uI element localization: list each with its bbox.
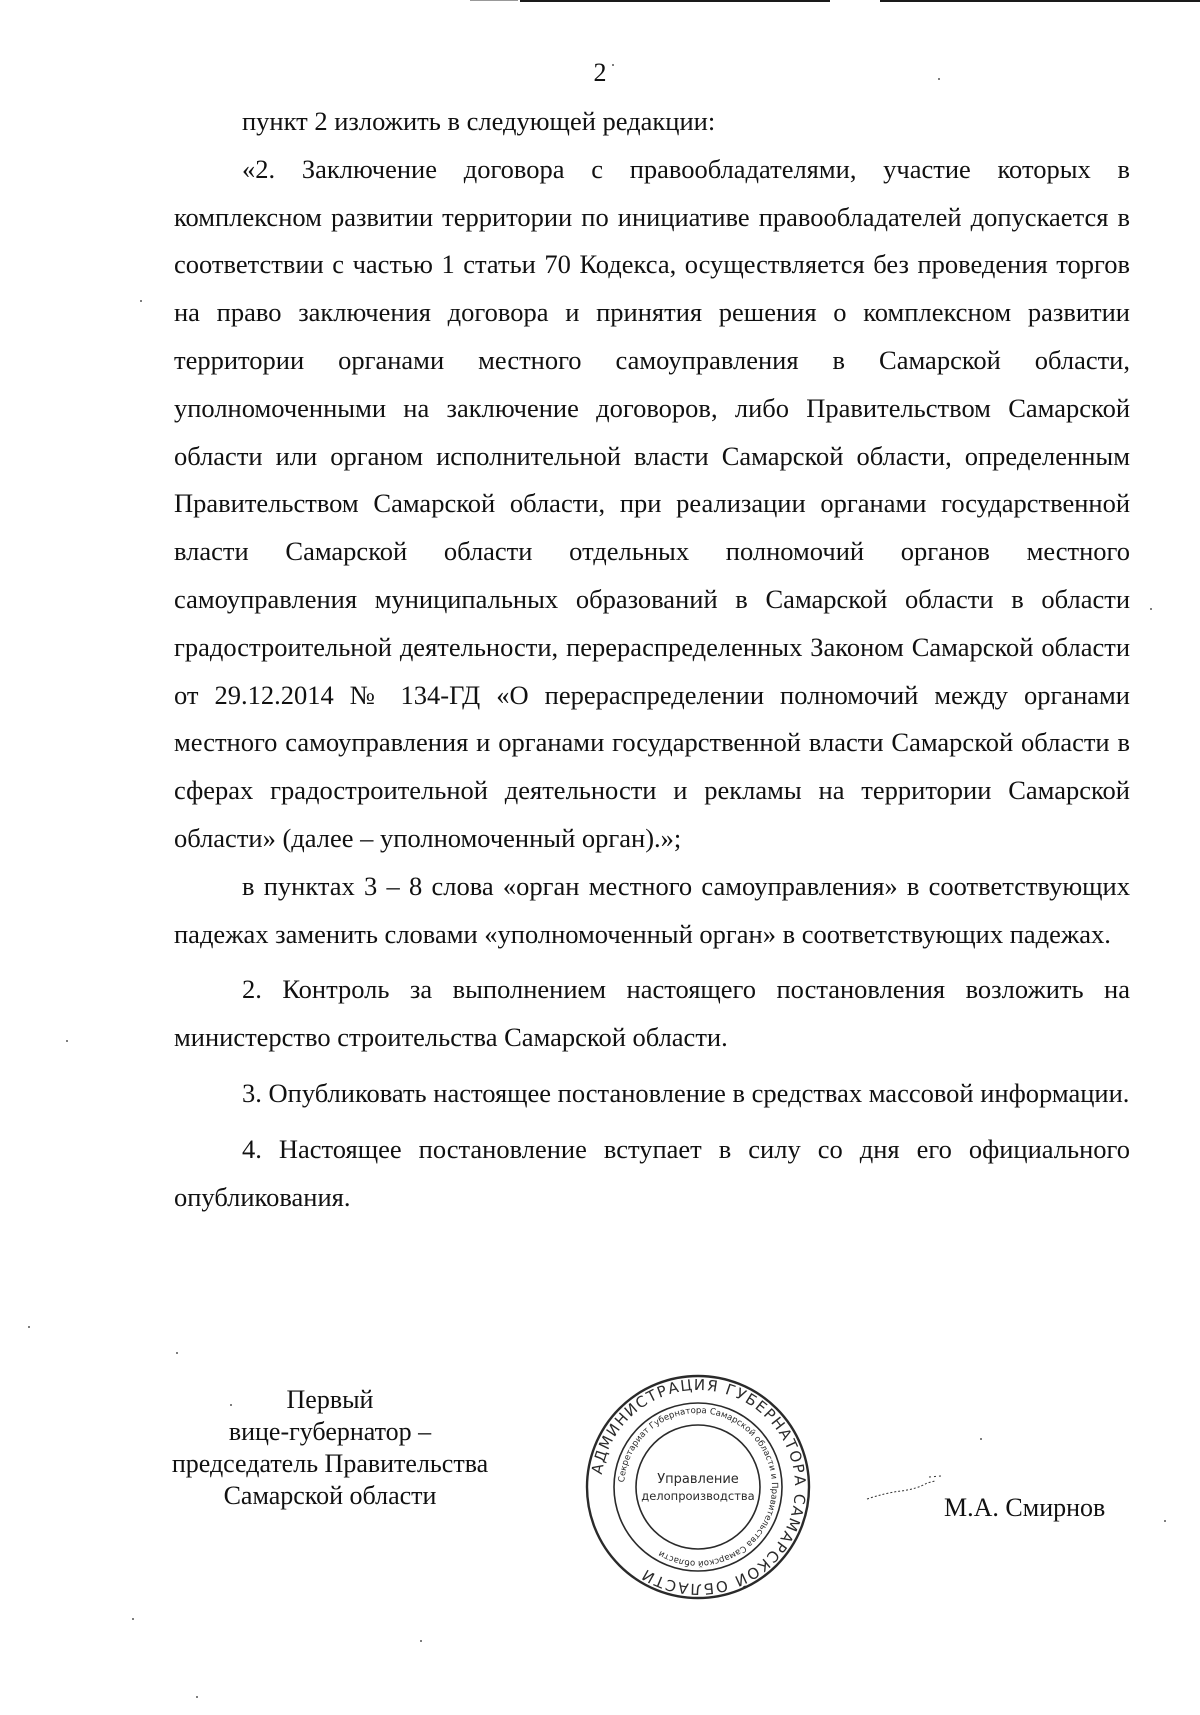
official-stamp xyxy=(583,1372,813,1602)
signatory-position-line: вице-губернатор – xyxy=(228,1417,432,1446)
scan-speck xyxy=(230,1404,232,1406)
paragraph: «2. Заключение договора с правообладателями, участие которых в комплексном развитии территории по инициативе правообладателей допускается в соответствии с частью 1 статьи 70 Кодекса, осуществляется без проведения торгов на право заключения договора и принятия решения о комплексном развитии территории органами местного самоуправления в Самарской области, уполномоченными на заключение договоров, либо Правительством Самарской области или органом исполнительной власти Самарской области, определенным Правительством Самарской области, при реализации органами государственной власти Самарской области отдельных полномочий органов местного самоуправления муниципальных образований в Самарской области в области градостроительной деятельности, перераспределенных Законом Самарской области от 29.12.2014 № 134-ГД «О перераспределении полномочий между органами местного самоуправления и органами государственной власти Самарской области в сферах градостроительной деятельности и рекламы на территории Самарской области» (далее – уполномоченный орган).»; xyxy=(174,153,1130,853)
signature-mark xyxy=(865,1475,945,1505)
scan-speck xyxy=(1164,1520,1166,1522)
signatory-position xyxy=(130,1384,530,1512)
scan-speck xyxy=(132,1618,134,1620)
signatory-position-line: председатель Правительства xyxy=(171,1449,489,1478)
scan-edge-line xyxy=(880,0,1200,2)
paragraph: 3. Опубликовать настоящее постановление в средствах массовой информации. xyxy=(242,1077,1130,1108)
scan-speck xyxy=(66,1040,68,1042)
document-body xyxy=(174,98,1130,1221)
paragraph: 2. Контроль за выполнением настоящего постановления возложить на министерство строительства Самарской области. xyxy=(174,974,1130,1053)
signatory-position-line: Самарской области xyxy=(223,1481,437,1510)
scan-speck xyxy=(420,1640,422,1642)
paragraph: пункт 2 изложить в следующей редакции: xyxy=(242,106,716,136)
paragraph: в пунктах 3 – 8 слова «орган местного самоуправления» в соответствующих падежах заменить словами «уполномоченный орган» в соответствующих падежах. xyxy=(174,870,1130,949)
scan-speck xyxy=(938,78,940,80)
signatory-position-line: Первый xyxy=(286,1385,374,1414)
scan-edge-line xyxy=(520,0,830,2)
scan-speck xyxy=(1150,608,1152,610)
stamp-outer-text: АДМИНИСТРАЦИЯ ГУБЕРНАТОРА САМАРСКОЙ ОБЛАСТИ xyxy=(587,1375,810,1599)
scan-speck xyxy=(176,1352,178,1354)
scan-speck xyxy=(612,64,614,66)
page-number: 2 xyxy=(593,58,607,87)
stamp-center-line: делопроизводства xyxy=(641,1489,755,1503)
scan-speck xyxy=(196,1696,198,1698)
stamp-center-line: Управление xyxy=(657,1472,739,1487)
scan-speck xyxy=(28,1326,30,1328)
paragraph: 4. Настоящее постановление вступает в силу со дня его официального опубликования. xyxy=(174,1133,1130,1212)
scan-speck xyxy=(140,300,142,302)
stamp-inner-text: Секретариат Губернатора Самарской области и Правительства Самарской области xyxy=(617,1405,780,1569)
signatory-name: М.А. Смирнов xyxy=(944,1493,1106,1522)
scan-edge-line xyxy=(470,0,518,1)
scan-speck xyxy=(980,1438,982,1440)
